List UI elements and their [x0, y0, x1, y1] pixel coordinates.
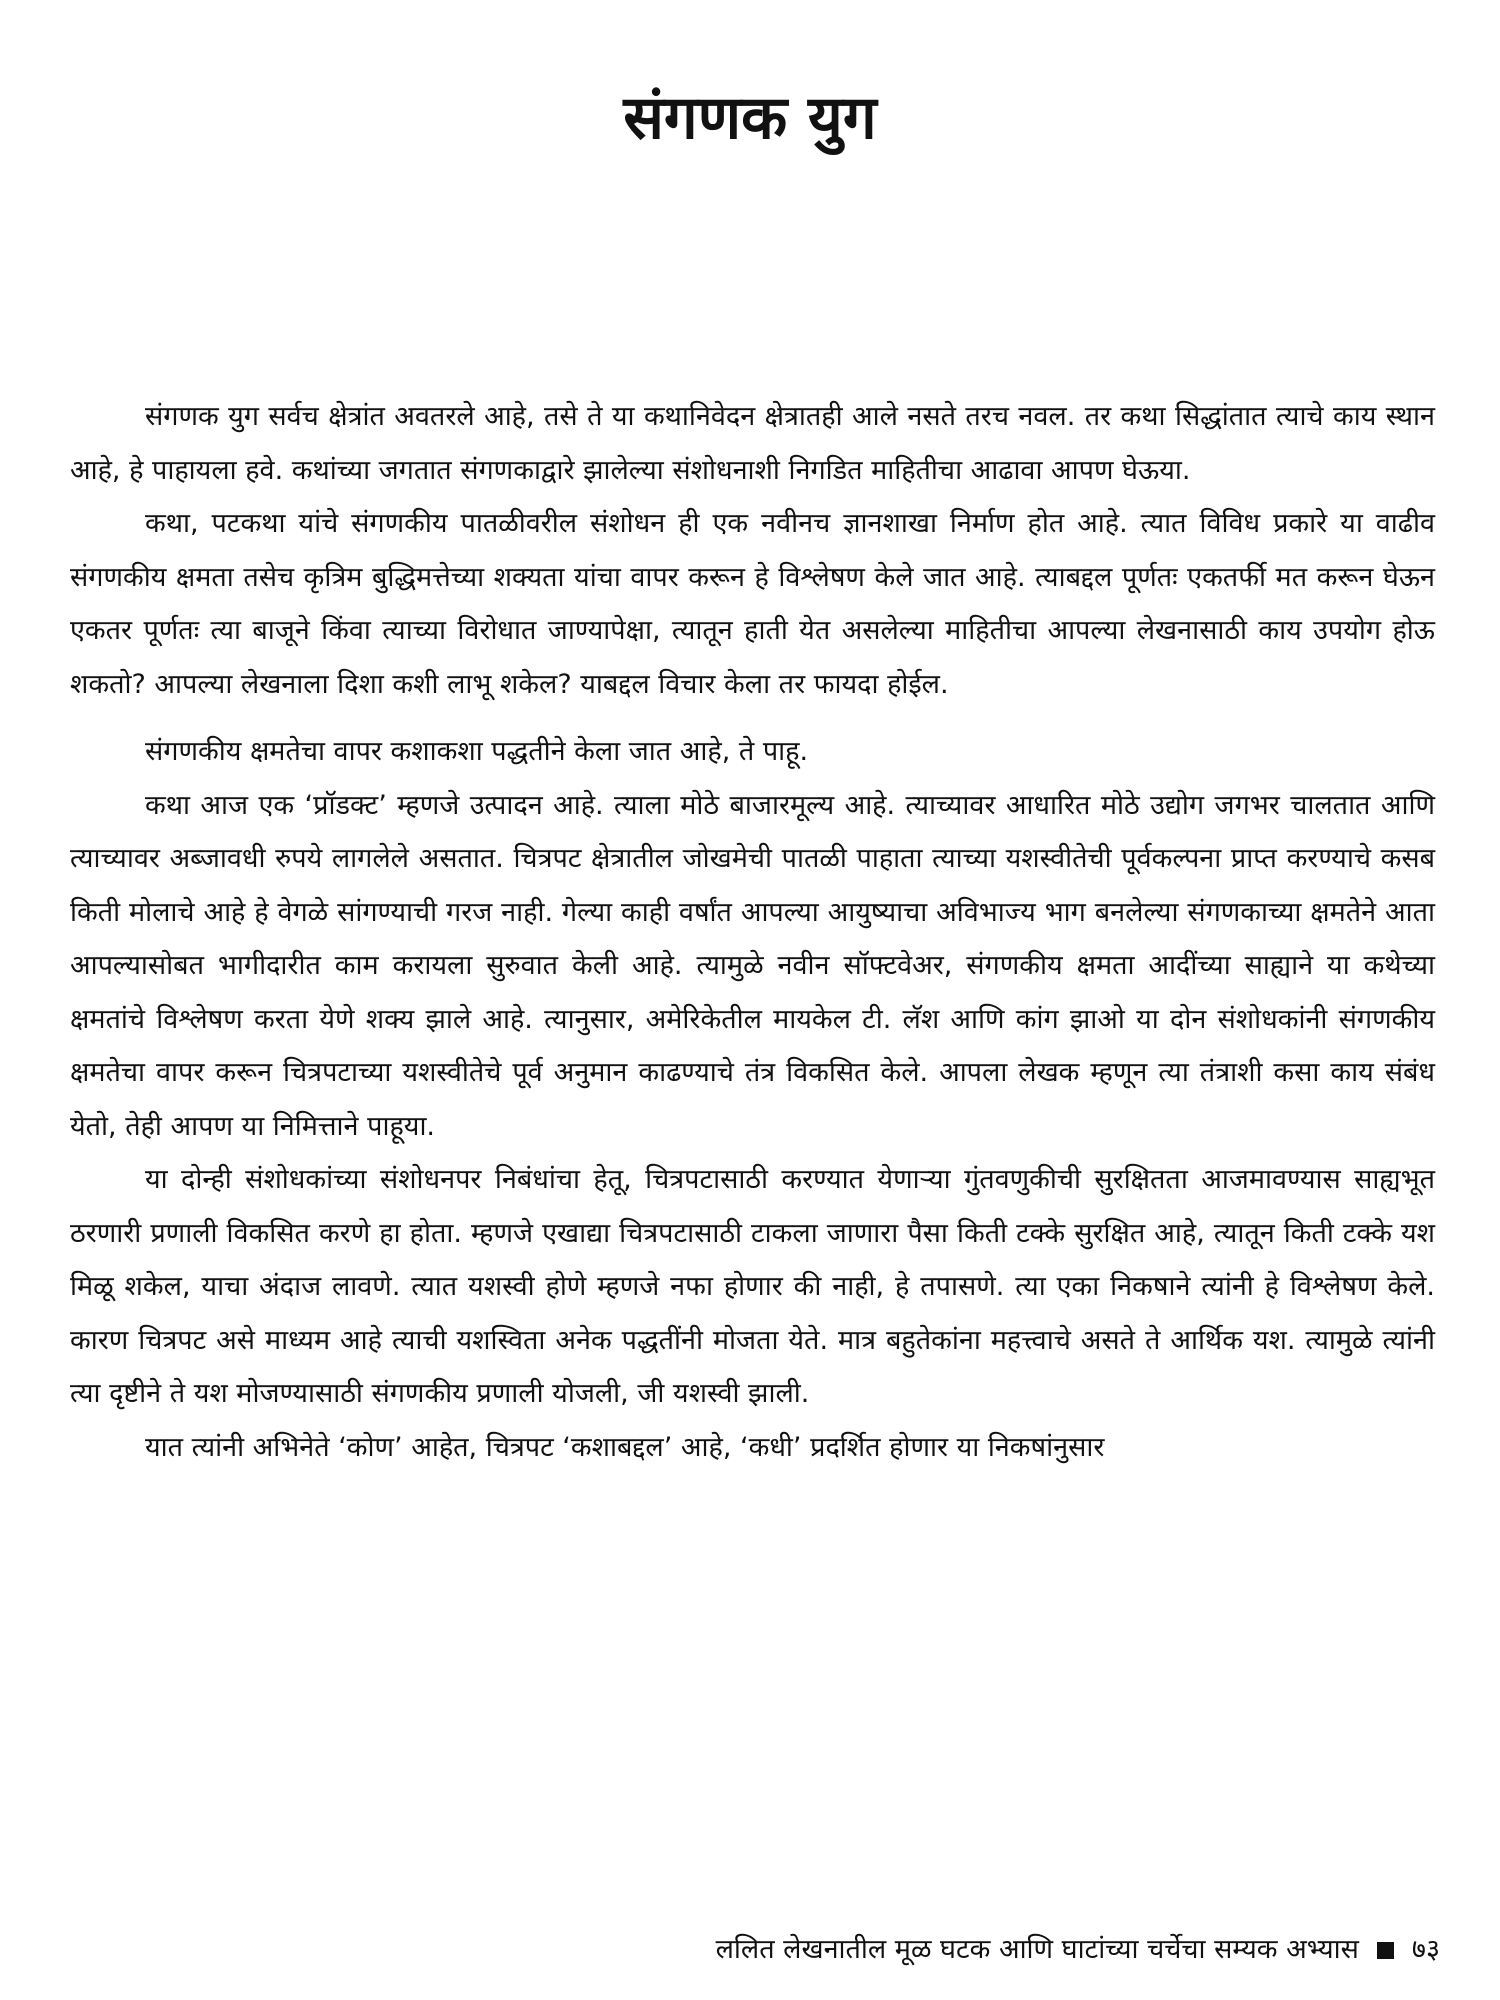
paragraph-5: या दोन्ही संशोधकांच्या संशोधनपर निबंधांचा हेतू, चित्रपटासाठी करण्यात येणाऱ्या गुंतवणुकीची सुरक्षितता आजमावण्यास साह्यभूत ठरणारी प्रणाली विकसित करणे हा होता. म्हणजे एखाद्या चित्रपटासाठी टाकला जाणारा पैसा किती टक्के सुरक्षित आहे, त्यातून किती टक्के यश मिळू शकेल, याचा अंदाज लावणे. त्यात यशस्वी होणे म्हणजे नफा होणार की नाही, हे तपासणे. त्या एका निकषाने त्यांनी हे विश्लेषण केले. कारण चित्रपट असे माध्यम आहे त्याची यशस्विता अनेक पद्धतींनी मोजता येते. मात्र बहुतेकांना महत्त्वाचे असते ते आर्थिक यश. त्यामुळे त्यांनी त्या दृष्टीने ते यश मोजण्यासाठी संगणकीय प्रणाली योजली, जी यशस्वी झाली.: [70, 1164, 1435, 1409]
paragraph-1: संगणक युग सर्वच क्षेत्रांत अवतरले आहे, तसे ते या कथानिवेदन क्षेत्रातही आले नसते तरच नवल. तर कथा सिद्धांतात त्याचे काय स्थान आहे, हे पाहायला हवे. कथांच्या जगतात संगणकाद्वारे झालेल्या संशोधनाशी निगडित माहितीचा आढावा आपण घेऊया.: [70, 401, 1435, 486]
paragraph-4: कथा आज एक ‘प्रॉडक्ट’ म्हणजे उत्पादन आहे. त्याला मोठे बाजारमूल्य आहे. त्याच्यावर आधारित मोठे उद्योग जगभर चालतात आणि त्याच्यावर अब्जावधी रुपये लागलेले असतात. चित्रपट क्षेत्रातील जोखमेची पातळी पाहाता त्याच्या यशस्वीतेची पूर्वकल्पना प्राप्त करण्याचे कसब किती मोलाचे आहे हे वेगळे सांगण्याची गरज नाही. गेल्या काही वर्षांत आपल्या आयुष्याचा अविभाज्य भाग बनलेल्या संगणकाच्या क्षमतेने आता आपल्यासोबत भागीदारीत काम करायला सुरुवात केली आहे. त्यामुळे नवीन सॉफ्टवेअर, संगणकीय क्षमता आदींच्या साह्याने या कथेच्या क्षमतांचे विश्लेषण करता येणे शक्य झाले आहे. त्यानुसार, अमेरिकेतील मायकेल टी. लॅश आणि कांग झाओ या दोन संशोधकांनी संगणकीय क्षमतेचा वापर करून चित्रपटाच्या यशस्वीतेचे पूर्व अनुमान काढण्याचे तंत्र विकसित केले. आपला लेखक म्हणून त्या तंत्राशी कसा काय संबंध येतो, तेही आपण या निमित्ताने पाहूया.: [70, 789, 1435, 1142]
chapter-body: [70, 390, 1435, 1474]
square-bullet-icon: [1377, 1942, 1394, 1959]
chapter-title: संगणक युग: [623, 83, 877, 153]
paragraph-2: कथा, पटकथा यांचे संगणकीय पातळीवरील संशोधन ही एक नवीनच ज्ञानशाखा निर्माण होत आहे. त्यात विविध प्रकारे या वाढीव संगणकीय क्षमता तसेच कृत्रिम बुद्धिमत्तेच्या शक्यता यांचा वापर करून हे विश्लेषण केले जात आहे. त्याबद्दल पूर्णतः एकतर्फी मत करून घेऊन एकतर पूर्णतः त्या बाजूने किंवा त्याच्या विरोधात जाण्यापेक्षा, त्यातून हाती येत असलेल्या माहितीचा आपल्या लेखनासाठी काय उपयोग होऊ शकतो? आपल्या लेखनाला दिशा कशी लाभू शकेल? याबद्दल विचार केला तर फायदा होईल.: [70, 508, 1435, 700]
running-title: ललित लेखनातील मूळ घटक आणि घाटांच्या चर्चेचा सम्यक अभ्यास: [715, 1934, 1359, 1965]
paragraph-3: संगणकीय क्षमतेचा वापर कशाकशा पद्धतीने केला जात आहे, ते पाहू.: [145, 736, 809, 767]
paragraph-6: यात त्यांनी अभिनेते ‘कोण’ आहेत, चित्रपट ‘कशाबद्दल’ आहे, ‘कधी’ प्रदर्शित होणार या निकषांनुसार: [145, 1431, 1105, 1463]
page-number: ७३: [1411, 1934, 1440, 1965]
page-footer: [716, 1930, 1440, 1970]
